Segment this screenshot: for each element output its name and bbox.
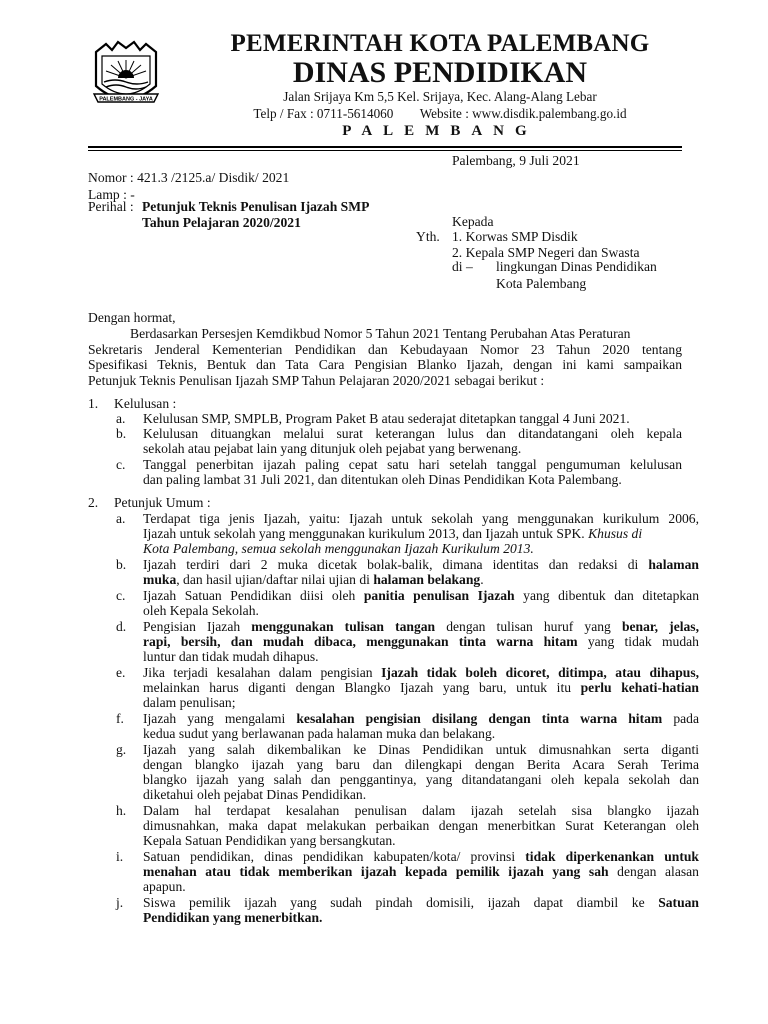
section-1-title: Kelulusan :	[114, 396, 177, 411]
s2-g-marker: g.	[116, 742, 127, 757]
s2-d-line-2-bold: rapi, bersih, dan mudah dibaca, menggunakan tinta warna hitam	[143, 634, 578, 649]
s2-d-marker: d.	[116, 619, 127, 634]
s2-j-line-2: Pendidikan yang menerbitkan.	[143, 910, 323, 925]
address-line: Jalan Srijaya Km 5,5 Kel. Srijaya, Kec. Alang-Alang Lebar	[283, 89, 597, 104]
s2-b-line-1-bold: halaman	[648, 557, 699, 572]
s2-d-line-2-text: yang tidak mudah	[577, 634, 699, 649]
s1-b-marker: b.	[116, 426, 127, 441]
s2-j-line-1-text: Siswa pemilik ijazah yang sudah pindah domisili, ijazah dapat diambil ke	[143, 895, 659, 910]
s2-d-line-1-bold: menggunakan tulisan tangan	[251, 619, 436, 634]
subject-label: Perihal :	[88, 199, 134, 214]
s1-a-marker: a.	[116, 411, 126, 426]
s2-a-line-1: Terdapat tiga jenis Ijazah, yaitu: Ijazah untuk sekolah yang menggunakan kurikulum 2006,	[143, 511, 699, 526]
s2-b-marker: b.	[116, 557, 127, 572]
s2-e-line-3: dalam penulisan;	[143, 695, 236, 710]
subject-line-2: Tahun Pelajaran 2020/2021	[142, 215, 301, 230]
section-2-title: Petunjuk Umum :	[114, 495, 211, 510]
s2-b-line-2	[143, 571, 484, 588]
intro-line-1: Berdasarkan Persesjen Kemdikbud Nomor 5 Tahun 2021 Tentang Perubahan Atas Peraturan	[130, 326, 631, 341]
s2-h-marker: h.	[116, 803, 127, 818]
header-divider-thin	[88, 150, 682, 151]
s2-h-line-1: Dalam hal terdapat kesalahan penulisan dalam ijazah setelah sisa blangko ijazah	[143, 803, 699, 818]
s2-b-line-2-text: , dan hasil ujian/daftar nilai ujian di	[176, 572, 374, 587]
s2-a-line-3: Kota Palembang, semua sekolah menggunakan Ijazah Kurikulum 2013.	[143, 541, 534, 556]
subject-line-1: Petunjuk Teknis Penulisan Ijazah SMP	[142, 199, 370, 214]
s1-c-line-2: dan paling lambat 31 Juli 2021, dan ditentukan oleh Dinas Pendidikan Kota Palembang.	[143, 472, 622, 487]
s2-f-line-1-end: pada	[662, 711, 699, 726]
s2-i-line-2	[143, 863, 699, 880]
intro-line-3: Spesifikasi Teknis, Bentuk dan Tata Cara Pengisian Blanko Ijazah, dengan ini kami sampaikan	[88, 357, 682, 372]
s2-b-halaman-belakang: halaman belakang	[373, 572, 481, 587]
section-2-number: 2.	[88, 495, 99, 510]
letter-number: Nomor : 421.3 /2125.a/ Disdik/ 2021	[88, 170, 290, 185]
s2-h-line-2: dimusnahkan, maka dapat melakukan perbaikan dengan menerbitkan Surat Keterangan oleh	[143, 818, 699, 833]
s2-c-line-1-bold: panitia penulisan Ijazah	[363, 588, 515, 603]
greeting: Dengan hormat,	[88, 310, 176, 325]
s2-f-line-1-bold: kesalahan pengisian disilang dengan tinta warna hitam	[296, 711, 663, 726]
s2-j-line-1-bold: Satuan	[658, 895, 699, 910]
s2-i-line-1-bold: tidak diperkenankan untuk	[525, 849, 699, 864]
s1-c-marker: c.	[116, 457, 126, 472]
recipient-location-2: Kota Palembang	[496, 276, 587, 291]
s2-g-line-1: Ijazah yang salah dikembalikan ke Dinas Pendidikan untuk dimusnahkan serta diganti	[143, 742, 699, 757]
recipient-1: 1. Korwas SMP Disdik	[452, 229, 578, 244]
website-text: Website : www.disdik.palembang.go.id	[419, 106, 627, 121]
phone-text: Telp / Fax : 0711-5614060	[253, 106, 394, 121]
s2-i-line-2-text: dengan alasan	[608, 864, 699, 879]
government-title: PEMERINTAH KOTA PALEMBANG	[230, 30, 650, 57]
letter-date: Palembang, 9 Juli 2021	[452, 153, 580, 168]
s2-c-marker: c.	[116, 588, 126, 603]
s2-i-marker: i.	[116, 849, 124, 864]
s2-g-line-4: diketahui oleh pejabat Dinas Pendidikan.	[143, 787, 367, 802]
recipient-di: di –	[452, 259, 473, 274]
s2-f-line-2: kedua sudut yang berlawanan pada halaman muka dan belakang.	[143, 726, 496, 741]
section-1-number: 1.	[88, 396, 99, 411]
s2-e-line-1-bold: Ijazah tidak boleh dicoret, ditimpa, atau dihapus,	[381, 665, 700, 680]
city-spaced-title: PALEMBANG	[342, 123, 538, 139]
header-divider-thick	[88, 146, 682, 148]
s2-f-marker: f.	[116, 711, 124, 726]
s2-e-line-1-text: Jika terjadi kesalahan dalam pengisian	[143, 665, 382, 680]
recipient-location-1: lingkungan Dinas Pendidikan	[496, 259, 657, 274]
s2-c-line-1-end: yang dibentuk dan ditetapkan	[514, 588, 699, 603]
s2-d-line-1-bold-2: benar, jelas,	[621, 619, 699, 634]
s2-e-marker: e.	[116, 665, 126, 680]
s2-i-line-1-text: Satuan pendidikan, dinas pendidikan kabupaten/kota/ provinsi	[143, 849, 526, 864]
s2-d-line-1-mid: dengan tulisan huruf yang	[435, 619, 622, 634]
s2-a-line-2-italic: Khusus di	[588, 526, 643, 541]
s2-c-line-1-text: Ijazah Satuan Pendidikan diisi oleh	[143, 588, 364, 603]
s2-c-line-2: oleh Kepala Sekolah.	[143, 603, 259, 618]
s2-b-line-1-text: Ijazah terdiri dari 2 muka dicetak bolak-balik, dimana identitas dan redaksi di	[143, 557, 649, 572]
intro-line-4: Petunjuk Teknis Penulisan Ijazah SMP Tahun Pelajaran 2020/2021 sebagai berikut :	[88, 373, 545, 388]
s2-b-line-2-end: .	[480, 572, 484, 587]
s2-e-line-2-text: melainkan harus diganti dengan Blangko Ijazah yang baru, untuk itu	[143, 680, 581, 695]
s1-c-line-1: Tanggal penerbitan ijazah paling cepat satu hari setelah tanggal pengumuman kelulusan	[143, 457, 682, 472]
s2-b-muka: muka	[143, 572, 177, 587]
s2-f-line-1-text: Ijazah yang mengalami	[143, 711, 297, 726]
contact-line	[140, 106, 740, 122]
s2-g-line-2: dengan blangko ijazah yang baru dan dilengkapi dengan Berita Acara Serah Terima	[143, 757, 699, 772]
s2-a-marker: a.	[116, 511, 126, 526]
s2-d-line-3: luntur dan tidak mudah dihapus.	[143, 649, 319, 664]
s2-i-line-2-bold: menahan atau tidak memberikan ijazah kepada pemilik ijazah yang sah	[143, 864, 609, 879]
svg-text:PALEMBANG - JAYA: PALEMBANG - JAYA	[99, 96, 153, 103]
s1-b-line-1: Kelulusan dituangkan melalui surat keterangan lulus dan ditandatangani oleh kepala	[143, 426, 682, 441]
s2-a-line-2-text: Ijazah untuk sekolah yang menggunakan kurikulum 2013, dan Ijazah untuk SPK.	[143, 526, 589, 541]
agency-title: DINAS PENDIDIKAN	[292, 56, 588, 89]
recipient-yth: Yth.	[416, 229, 440, 244]
recipient-2: 2. Kepala SMP Negeri dan Swasta	[452, 245, 640, 260]
s2-g-line-3: blangko ijazah yang salah dan penggantinya, yang ditandatangani oleh kepala sekolah dan	[143, 772, 699, 787]
s1-a-text: Kelulusan SMP, SMPLB, Program Paket B atau sederajat ditetapkan tanggal 4 Juni 2021.	[143, 411, 630, 426]
s1-b-line-2: sekolah atau pejabat lain yang ditunjuk oleh pejabat yang berwenang.	[143, 441, 522, 456]
attachment-line: Lamp : -	[88, 187, 135, 202]
recipient-kepada: Kepada	[452, 214, 494, 229]
s2-e-line-2-bold: perlu kehati-hatian	[580, 680, 699, 695]
s2-i-line-3: apapun.	[143, 879, 186, 894]
intro-line-2: Sekretaris Jenderal Kementerian Pendidikan dan Kebudayaan Nomor 23 Tahun 2020 tentang	[88, 342, 682, 357]
s2-d-line-1-text: Pengisian Ijazah	[143, 619, 252, 634]
s2-h-line-3: Kepala Satuan Pendidikan yang bersangkutan.	[143, 833, 396, 848]
s2-j-marker: j.	[116, 895, 124, 910]
